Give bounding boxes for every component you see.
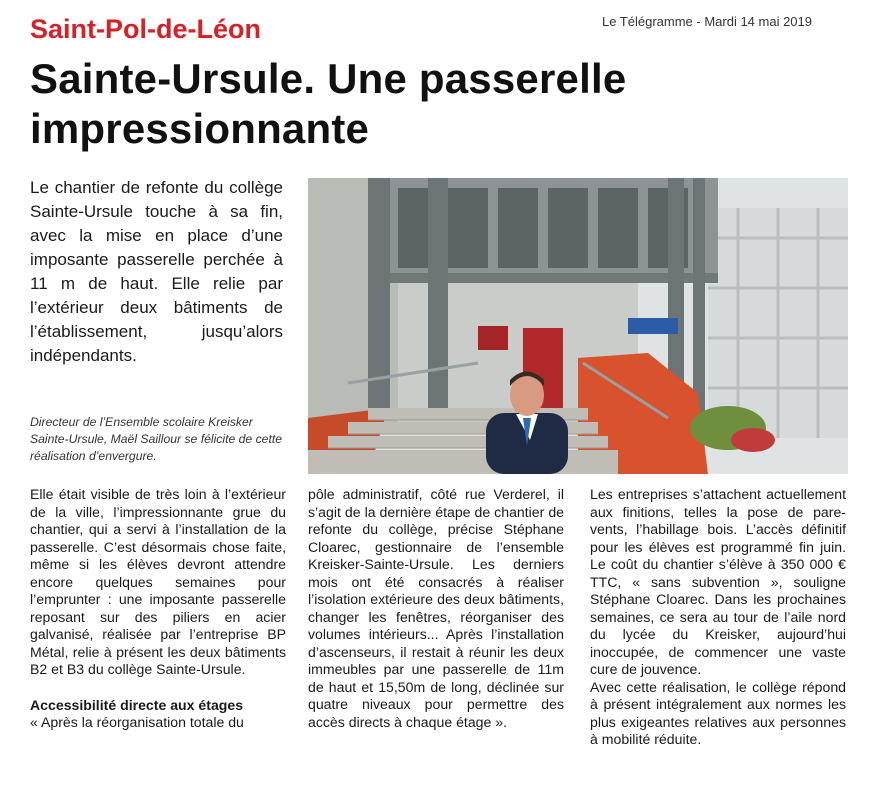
photo-illustration bbox=[308, 178, 848, 474]
section-location: Saint-Pol-de-Léon bbox=[30, 14, 261, 44]
article-photo bbox=[308, 178, 848, 474]
column-1 bbox=[30, 486, 286, 732]
column-2 bbox=[308, 486, 564, 731]
body-paragraph: Les entreprises s’attachent actuellement aux finitions, telles la pose de pare-vents, l’habillage bois. L’accès définitif pour les élèves est programmé fin juin. Le coût du chantier s’élève à 350 000 € TTC, « sans subvention », souligne Stéphane Cloarec. Dans les prochaines semaines, ce sera au tour de l’aile nord du lycée du Kreisker, aujourd’hui inoccupée, de commencer une vaste cure de jouvence. bbox=[590, 486, 846, 677]
body-paragraph: « Après la réorganisation totale du bbox=[30, 714, 244, 730]
body-paragraph: Elle était visible de très loin à l’extérieur de la ville, l’impressionnante grue du chantier, qui a servi à l’installation de la passerelle. C’est désormais chose faite, même si les élèves devront attendre encore quelques semaines pour l’emprunter : une imposante passerelle reposant sur des piliers en acier galvanisé, réalisée par l’entreprise BP Métal, relie à présent les deux bâtiments B2 et B3 du collège Sainte-Ursule. bbox=[30, 486, 286, 677]
photo-caption: Directeur de l’Ensemble scolaire Kreisker Sainte-Ursule, Maël Saillour se félicite de cette réalisation d’envergure. bbox=[30, 415, 282, 463]
body-paragraph: pôle administratif, côté rue Verderel, il s’agit de la dernière étape de chantier de refonte du collège, précise Stéphane Cloarec, gestionnaire de l’ensemble Kreisker-Sainte-Ursule. Les derniers mois ont été consacrés à réaliser l’isolation extérieure des deux bâtiments, changer les fenêtres, réorganiser des volumes intérieurs... Après l’installation d’ascenseurs, il restait à réunir les deux immeubles par une passerelle de 11m de haut et 15,50m de long, déclinée sur quatre niveaux pour permettre des accès directs à chaque étage ». bbox=[308, 486, 564, 730]
article-headline: Sainte-Ursule. Une passerelle impressionnante bbox=[30, 55, 627, 152]
article-subhead: Accessibilité directe aux étages bbox=[30, 696, 244, 713]
column-3 bbox=[590, 486, 846, 749]
body-paragraph: Avec cette réalisation, le collège répond à présent intégralement aux normes les plus exigeantes relatives aux personnes à mobilité réduite. bbox=[590, 678, 846, 747]
source-date: Le Télégramme - Mardi 14 mai 2019 bbox=[601, 14, 812, 29]
article-lead: Le chantier de refonte du collège Sainte-Ursule touche à sa fin, avec la mise en place d’une imposante passerelle perchée à 11 m de haut. Elle relie par l’extérieur deux bâtiments de l’établissement, jusqu’alors indépendants. bbox=[30, 178, 283, 365]
